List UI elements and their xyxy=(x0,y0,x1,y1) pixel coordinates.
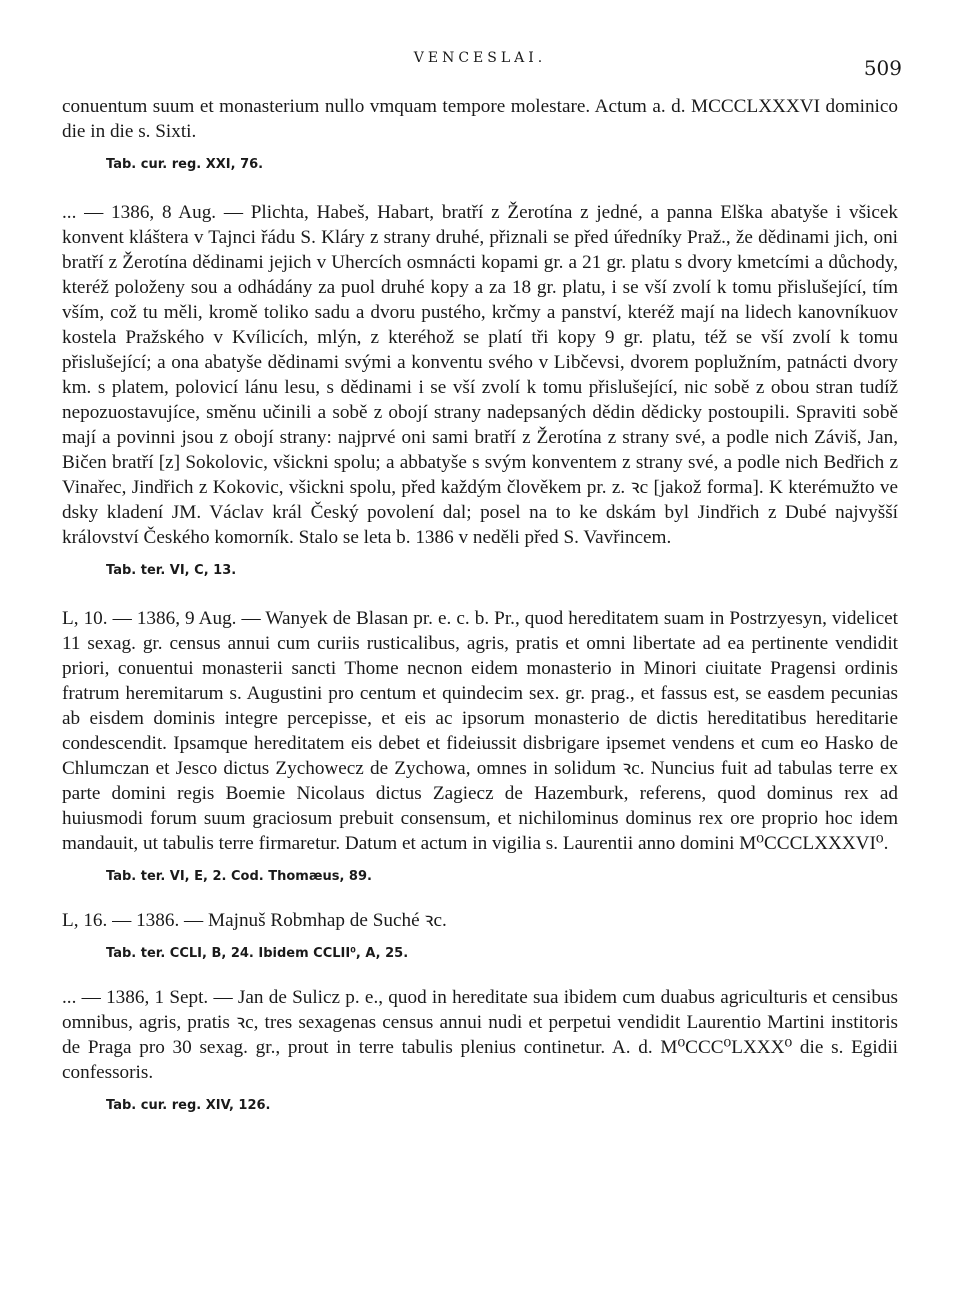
entry-paragraph: conuentum suum et monasterium nullo vmquam tempore molestare. Actum a. d. MCCCLXXXVI dominico die in die s. Sixti. xyxy=(62,96,898,142)
running-head: VENCESLAI. xyxy=(413,50,547,66)
source-reference: Tab. ter. VI, E, 2. Cod. Thomæus, 89. xyxy=(106,869,372,884)
source-reference: Tab. cur. reg. XIV, 126. xyxy=(106,1098,271,1113)
entry-paragraph: L, 16. — 1386. — Majnuš Robmhap de Suché ꝛc. xyxy=(62,910,447,931)
body-text xyxy=(62,94,898,1115)
entry-paragraph: L, 10. — 1386, 9 Aug. — Wanyek de Blasan pr. e. c. b. Pr., quod hereditatem suam in Postrzyesyn, videlicet 11 sexag. gr. census annui cum curiis rusticalibus, agris, pratis et omni libertate ad ea pertinente vendidit priori, conuentui monasterii sancti Thome necnon eidem monasterio in Minori ciuitate Pragensi ordinis fratrum heremitarum s. Augustini pro centum et quindecim sex. gr. prag., et fassus est, se easdem pecunias ab eisdem dominis integre percepisse, et eis ac ipsorum monasterio de dictis hereditatibus hereditarie condescendit. Ipsamque hereditatem eis debet et fideiussit disbrigare ipsemet vendens et cum eo Hasko de Chlumczan et Jesco dictus Zychowecz de Zychowa, omnes in solidum ꝛc. Nuncius fuit ad tabulas terre ex parte domini regis Boemie Nicolaus dictus Zagiecz de Hazemburk, referens, quod dominus rex ad huiusmodi forum suum graciosum prebuit consensum, et nichilominus dominus rex ore proprio hoc idem mandauit, ut tabulis terre firmaretur. Datum et actum in vigilia s. Laurentii anno domini M⁰CCCLXXXVI⁰. xyxy=(62,608,898,854)
page-number: 509 xyxy=(863,56,902,80)
source-reference: Tab. ter. CCLI, B, 24. Ibidem CCLII⁰, A, 25. xyxy=(106,946,409,961)
source-reference: Tab. cur. reg. XXI, 76. xyxy=(106,157,264,172)
source-reference: Tab. ter. VI, C, 13. xyxy=(106,563,237,578)
entry-paragraph: ... — 1386, 1 Sept. — Jan de Sulicz p. e., quod in hereditate sua ibidem cum duabus agriculturis et censibus omnibus, agris, pratis ꝛc, tres sexagenas census annui nudi et perpetui vendidit Laurentio Martini institoris de Praga pro 30 sexag. gr., prout in terre tabulis plenius continetur. A. d. M⁰CCC⁰LXXX⁰ die s. Egidii confessoris. xyxy=(62,987,898,1083)
entry-paragraph: ... — 1386, 8 Aug. — Plichta, Habeš, Habart, bratří z Žerotína z jedné, a panna Elška abatyše i všicek konvent kláštera v Tajnci řádu S. Kláry z strany druhé, přiznali se před úředníky Praž., že dědinami jich, oni bratří z Žerotína dědinami jejich v Uhercích osmnácti kopami gr. a 21 gr. platu s dvory kmetcími a důchody, kteréž položeny sou a odhádány za puol druhé kopy a za 18 gr. platu, i se vší zvolí k tomu přislušející, tím vším, což tu měli, kromě toliko sadu a dvoru pustého, krčmy a panství, kteréž mají na lidech kanovníkuov kostela Pražského v Kvílicích, mlýn, z kteréhož se platí tři kopy 9 gr. platu, též se vší zvolí k tomu přislušející; a ona abatyše dědinami svými a konventu svého v Libčevsi, dvorem poplužním, patnácti dvory km. s platem, polovicí lánu lesu, s dědinami i se vší zvolí k tomu přislušející, nic sobě z obou stran tudíž nepozuostavujíce, směnu učinili a sobě z obojí strany nadepsaných dědin dědicky postoupili. Spraviti sobě mají a povinni jsou z obojí strany: najprvé oni sami bratří z Žerotína z strany své, a podle nich Záviš, Jan, Bičen bratří [z] Sokolovic, všickni spolu; a abbatyše s svým konventem z strany své, a podle nich Bedřich z Vinařec, Jindřich z Kokovic, všickni spolu, před každým člověkem pr. z. ꝛc [jakož forma]. K kterémužto ve dsky kladení JM. Václav král Český povolení dal; posel na to ke dskám byl Jindřich z Dubé najvyšší království Českého komorník. Stalo se leta b. 1386 v neděli před S. Vavřincem. xyxy=(62,202,898,548)
